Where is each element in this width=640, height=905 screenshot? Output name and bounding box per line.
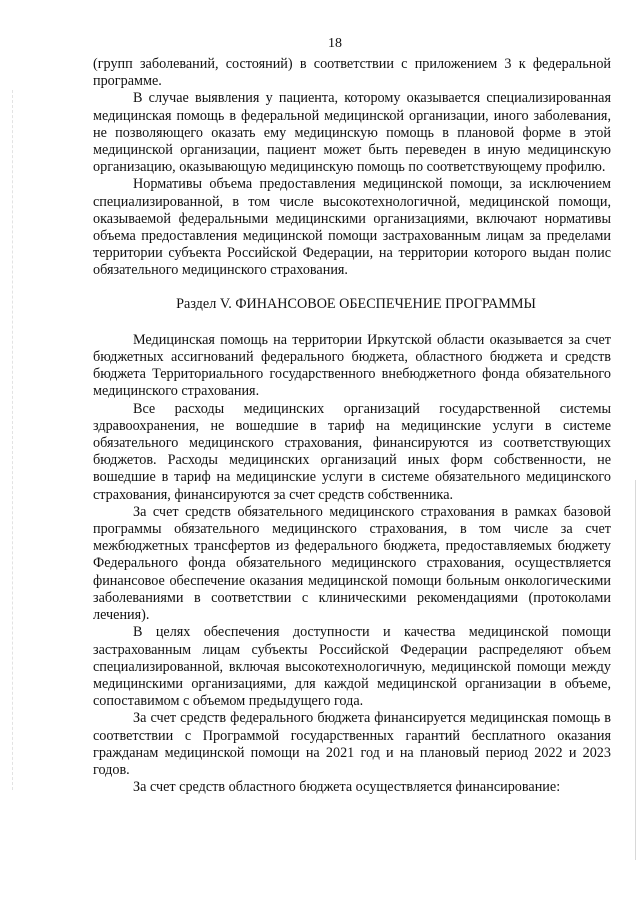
paragraph-oncology-funding: За счет средств обязательного медицинского страхования в рамках базовой программы обязательного медицинского страхования, в том числе за счет межбюджетных трансфертов из федерального бюджета, предоставляемых бюджету Федерального фонда обязательного медицинского страхования, осуществляется финансовое обеспечение оказания медицинской помощи больным онкологическими заболеваниями в соответствии с клиническими рекомендациями (протоколами лечения).	[93, 503, 611, 624]
page-number: 18	[328, 36, 342, 51]
paragraph-volume-norms: Нормативы объема предоставления медицинской помощи, за исключением специализированной, в том числе высокотехнологичной, медицинской помощи, оказываемой федеральными медицинскими организациями, включают нормативы объема предоставления медицинской помощи застрахованным лицам за пределами территории субъекта Российской Федерации, на территории которого выдан полис обязательного медицинского страхования.	[93, 176, 611, 279]
paragraph-transfer-patient: В случае выявления у пациента, которому оказывается специализированная медицинская помощь в федеральной медицинской организации, иного заболевания, не позволяющего оказать ему медицинскую помощь в плановой форме в этой медицинской организации, пациент может быть переведен в иную медицинскую организацию, оказывающую медицинскую помощь по соответствующему профилю.	[93, 90, 611, 176]
paragraph-continuation: (групп заболеваний, состояний) в соответствии с приложением 3 к федеральной программе.	[93, 56, 611, 90]
document-body	[93, 56, 611, 796]
paragraph-funding-sources: Медицинская помощь на территории Иркутской области оказывается за счет бюджетных ассигнований федерального бюджета, областного бюджета и средств бюджета Территориального государственного внебюджетного фонда обязательного медицинского страхования.	[93, 331, 611, 400]
scan-margin-artifact	[12, 90, 15, 790]
section-heading: Раздел V. ФИНАНСОВОЕ ОБЕСПЕЧЕНИЕ ПРОГРАММЫ	[176, 295, 536, 312]
paragraph-state-expenses: Все расходы медицинских организаций государственной системы здравоохранения, не вошедшие в тариф на медицинские услуги в системе обязательного медицинского страхования, финансируются из соответствующих бюджетов. Расходы медицинских организаций иных форм собственности, не вошедшие в тариф на медицинские услуги в системе обязательного медицинского страхования, финансируются за счет средств собственника.	[93, 400, 611, 503]
paragraph-federal-budget: За счет средств федерального бюджета финансируется медицинская помощь в соответствии с Программой государственных гарантий бесплатного оказания гражданам медицинской помощи на 2021 год и на плановый период 2022 и 2023 годов.	[93, 710, 611, 778]
scan-edge-artifact	[635, 480, 636, 860]
paragraph-regional-budget: За счет средств областного бюджета осуществляется финансирование:	[133, 779, 561, 796]
paragraph-care-distribution: В целях обеспечения доступности и качества медицинской помощи застрахованным лицам субъекты Российской Федерации распределяют объем специализированной, включая высокотехнологичную, медицинской помощи между медицинскими организациями, для каждой медицинской организации в объеме, сопоставимом с объемом предыдущего года.	[93, 624, 611, 710]
